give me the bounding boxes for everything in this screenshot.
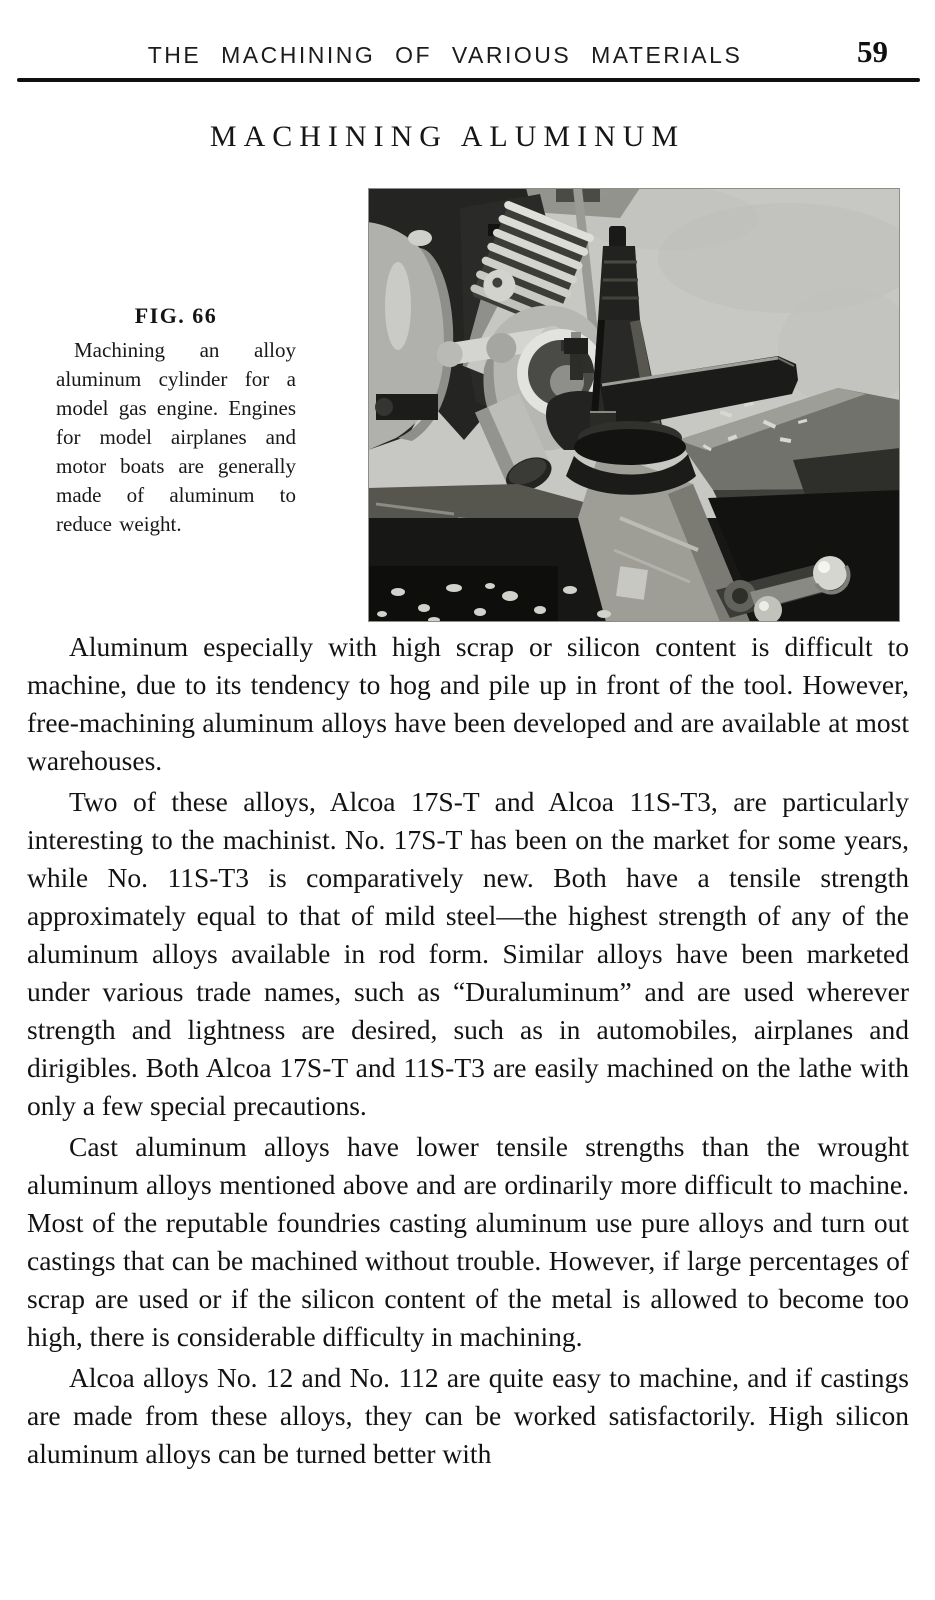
paragraph-4: Alcoa alloys No. 12 and No. 112 are quite easy to machine, and if castings are made from these alloys, they can be worked satisfactorily. High silicon aluminum alloys can be turned better with	[27, 1362, 909, 1469]
figure-caption-text: Machining an alloy aluminum cylinder for a model gas engine. Engines for model airplanes and motor boats are generally made of aluminum to reduce weight.	[56, 338, 296, 536]
paragraph-1: Aluminum especially with high scrap or silicon content is difficult to machine, due to its tendency to hog and pile up in front of the tool. However, free-machining aluminum alloys have been developed and are available at most warehouses.	[27, 631, 909, 776]
lathe-photo-illustration	[368, 188, 900, 622]
running-title: THE MACHINING OF VARIOUS MATERIALS	[147, 42, 743, 68]
header-rule	[17, 78, 920, 82]
carriage-gib-plate	[616, 566, 648, 600]
section-title: MACHINING ALUMINUM	[209, 120, 686, 153]
figure-label: FIG. 66	[134, 303, 218, 328]
body-text	[27, 628, 909, 1473]
figure-caption	[56, 303, 296, 539]
page-number: 59	[857, 34, 888, 69]
paragraph-3: Cast aluminum alloys have lower tensile strengths than the wrought aluminum alloys mentioned above and are ordinarily more difficult to machine. Most of the reputable foundries casting aluminum use pure alloys and turn out castings that can be machined without trouble. However, if large percentages of scrap are used or if the silicon content of the metal is allowed to become too high, there is considerable difficulty in machining.	[27, 1131, 909, 1352]
figure-photo	[368, 188, 900, 622]
paragraph-2: Two of these alloys, Alcoa 17S-T and Alcoa 11S-T3, are particularly interesting to the machinist. No. 17S-T has been on the market for some years, while No. 11S-T3 is comparatively new. Both have a tensile strength approximately equal to that of mild steel—the highest strength of any of the aluminum alloys available in rod form. Similar alloys have been marketed under various trade names, such as “Duraluminum” and are used wherever strength and lightness are desired, such as in automobiles, airplanes and dirigibles. Both Alcoa 17S-T and 11S-T3 are easily machined on the lathe with only a few special precautions.	[27, 786, 909, 1121]
